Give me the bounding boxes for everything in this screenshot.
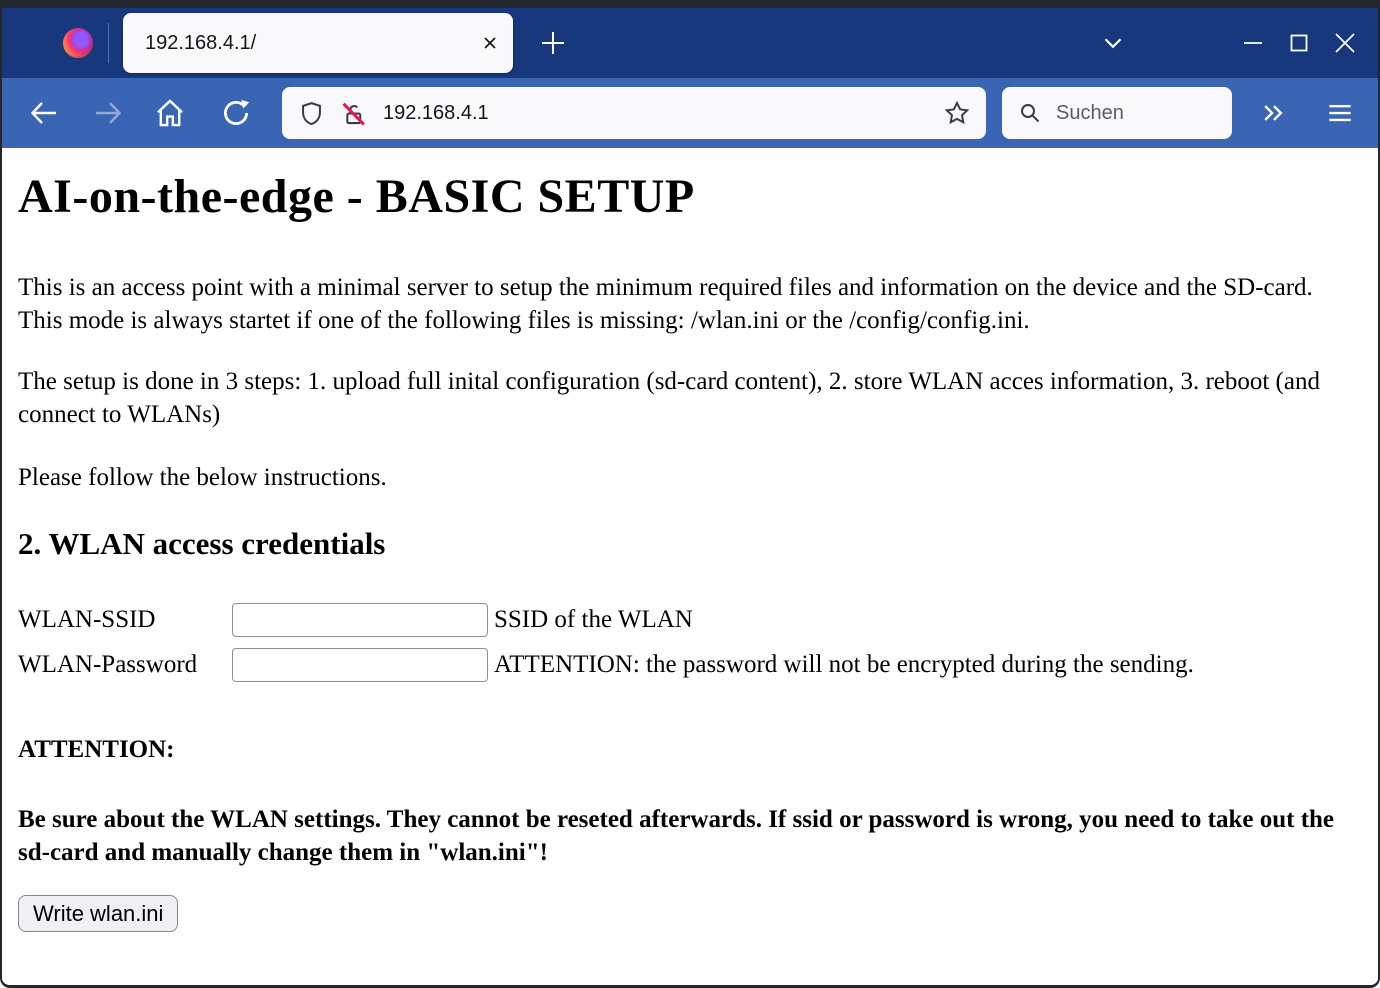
chevron-down-icon xyxy=(1098,28,1128,58)
credentials-table xyxy=(18,597,1194,687)
attention-heading: ATTENTION: xyxy=(18,736,175,763)
insecure-lock-icon xyxy=(340,100,367,127)
search-icon xyxy=(1018,101,1042,125)
tabbar-separator xyxy=(108,23,109,63)
reload-icon xyxy=(219,96,253,130)
wlan-ssid-note: SSID of the WLAN xyxy=(494,606,693,633)
wlan-ssid-label: WLAN-SSID xyxy=(18,606,156,633)
reload-button[interactable] xyxy=(214,91,258,135)
page-title: AI-on-the-edge - BASIC SETUP xyxy=(18,170,695,223)
table-row-ssid xyxy=(18,597,1194,642)
search-box[interactable] xyxy=(1002,87,1232,139)
wlan-password-input[interactable] xyxy=(232,648,488,682)
plus-icon xyxy=(539,29,567,57)
url-text[interactable]: 192.168.4.1 xyxy=(383,101,489,124)
home-button[interactable] xyxy=(148,91,192,135)
forward-arrow-icon xyxy=(90,95,126,131)
maximize-icon xyxy=(1286,30,1312,56)
new-tab-button[interactable] xyxy=(533,23,573,63)
tracking-protection-shield-icon xyxy=(298,100,325,127)
double-chevron-right-icon xyxy=(1259,98,1289,128)
back-arrow-icon xyxy=(26,95,62,131)
wlan-password-label: WLAN-Password xyxy=(18,651,198,678)
search-input[interactable] xyxy=(1054,101,1208,126)
active-tab[interactable] xyxy=(123,13,513,73)
table-row-password xyxy=(18,642,1194,687)
star-icon xyxy=(943,99,971,127)
close-icon xyxy=(481,34,499,52)
app-menu-button[interactable] xyxy=(1318,91,1362,135)
tab-close-button[interactable] xyxy=(475,28,505,58)
close-icon xyxy=(1331,29,1359,57)
tab-bar xyxy=(2,8,1378,78)
window-top-edge xyxy=(2,0,1378,8)
section-heading-wlan-credentials: 2. WLAN access credentials xyxy=(18,526,386,561)
navigation-toolbar xyxy=(2,78,1378,148)
url-bar[interactable] xyxy=(282,87,986,139)
wlan-ssid-input[interactable] xyxy=(232,603,488,637)
titlebar-right-controls xyxy=(1090,8,1378,78)
intro-paragraph-3: Please follow the below instructions. xyxy=(18,464,387,491)
tab-title: 192.168.4.1/ xyxy=(145,31,257,54)
intro-paragraph-2: The setup is done in 3 steps: 1. upload full inital configuration (sd-card content), 2. store WLAN acces information, 3. reboot (and connect to WLANs) xyxy=(18,368,1320,428)
minimize-button[interactable] xyxy=(1230,15,1276,71)
intro-paragraph-1: This is an access point with a minimal server to setup the minimum required files and information on the device and the SD-card. This mode is always startet if one of the following files is missing: /wlan.ini or the /config/config.ini. xyxy=(18,274,1313,334)
forward-button[interactable] xyxy=(86,91,130,135)
wlan-password-note: ATTENTION: the password will not be encrypted during the sending. xyxy=(494,651,1194,678)
minimize-icon xyxy=(1240,30,1266,56)
hamburger-menu-icon xyxy=(1325,98,1355,128)
firefox-view-button[interactable] xyxy=(62,27,94,59)
firefox-logo-icon xyxy=(63,28,93,58)
maximize-button[interactable] xyxy=(1276,15,1322,71)
close-window-button[interactable] xyxy=(1322,15,1368,71)
list-all-tabs-button[interactable] xyxy=(1090,20,1136,66)
toolbar-overflow-button[interactable] xyxy=(1252,91,1296,135)
write-wlan-ini-button[interactable]: Write wlan.ini xyxy=(18,895,178,932)
bookmark-button[interactable] xyxy=(940,96,974,130)
warning-paragraph: Be sure about the WLAN settings. They cannot be reseted afterwards. If ssid or password is wrong, you need to take out the sd-card and manually change them in "wlan.ini"! xyxy=(18,806,1335,866)
home-icon xyxy=(153,96,187,130)
page-content xyxy=(2,148,1378,985)
back-button[interactable] xyxy=(22,91,66,135)
